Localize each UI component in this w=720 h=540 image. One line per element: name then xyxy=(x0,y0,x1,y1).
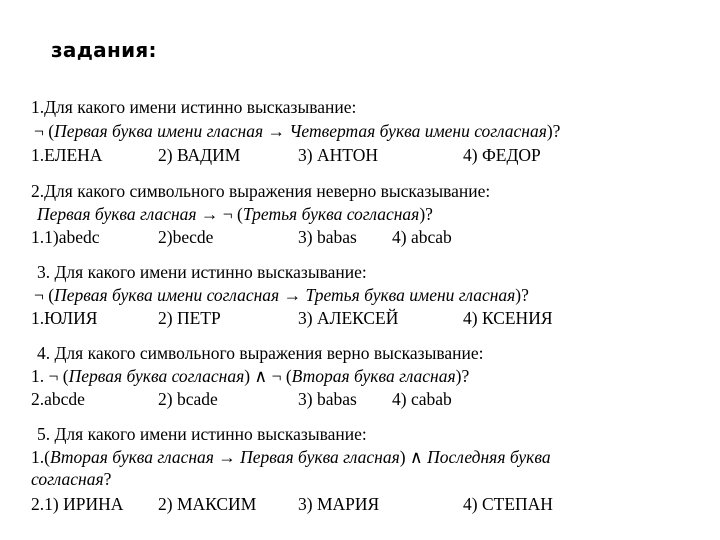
task-3-option-2: 2) ПЕТР xyxy=(158,308,221,328)
task-1-option-1: 1.ЕЛЕНА xyxy=(31,145,103,165)
task-4-option-4: 4) cabab xyxy=(392,389,452,409)
task-2-option-3: 3) babas xyxy=(298,227,357,247)
slide-title: задания: xyxy=(51,38,157,62)
task-3-option-4: 4) КСЕНИЯ xyxy=(463,308,553,328)
task-4-option-2: 2) bcade xyxy=(158,389,218,409)
task-1-expression: ¬ (Первая буква имени гласная → Четвертая буква имени согласная)? xyxy=(34,121,561,141)
task-5-question: 5. Для какого имени истинно высказывание: xyxy=(37,424,367,444)
task-4-option-3: 3) babas xyxy=(298,389,357,409)
task-5-option-2: 2) МАКСИМ xyxy=(158,494,257,514)
task-5-option-1: 2.1) ИРИНА xyxy=(31,494,124,514)
task-2-expression: Первая буква гласная → ¬ (Третья буква согласная)? xyxy=(37,204,433,224)
task-2-option-2: 2)becde xyxy=(158,227,214,247)
task-1-option-2: 2) ВАДИМ xyxy=(158,145,241,165)
task-5-option-4: 4) СТЕПАН xyxy=(463,494,553,514)
task-1-option-4: 4) ФЕДОР xyxy=(463,145,541,165)
task-1-question: 1.Для какого имени истинно высказывание: xyxy=(31,97,357,117)
task-3-option-3: 3) АЛЕКСЕЙ xyxy=(298,308,399,328)
task-3-question: 3. Для какого имени истинно высказывание: xyxy=(37,262,367,282)
task-2-option-1: 1.1)abedc xyxy=(31,227,100,247)
task-5-expression-cont: согласная? xyxy=(31,469,112,489)
task-5-option-3: 3) МАРИЯ xyxy=(298,494,380,514)
task-3-option-1: 1.ЮЛИЯ xyxy=(31,308,98,328)
task-1-option-3: 3) АНТОН xyxy=(298,145,378,165)
task-2-question: 2.Для какого символьного выражения неверно высказывание: xyxy=(31,181,491,201)
task-5-expression: 1.(Вторая буква гласная → Первая буква гласная) ∧ Последняя буква xyxy=(31,447,551,467)
task-4-question: 4. Для какого символьного выражения верно высказывание: xyxy=(37,343,484,363)
task-2-option-4: 4) abcab xyxy=(392,227,452,247)
task-4-expression: 1. ¬ (Первая буква согласная) ∧ ¬ (Вторая буква гласная)? xyxy=(31,366,470,386)
task-3-expression: ¬ (Первая буква имени согласная → Третья буква имени гласная)? xyxy=(34,285,529,305)
task-4-option-1: 2.abcde xyxy=(31,389,85,409)
